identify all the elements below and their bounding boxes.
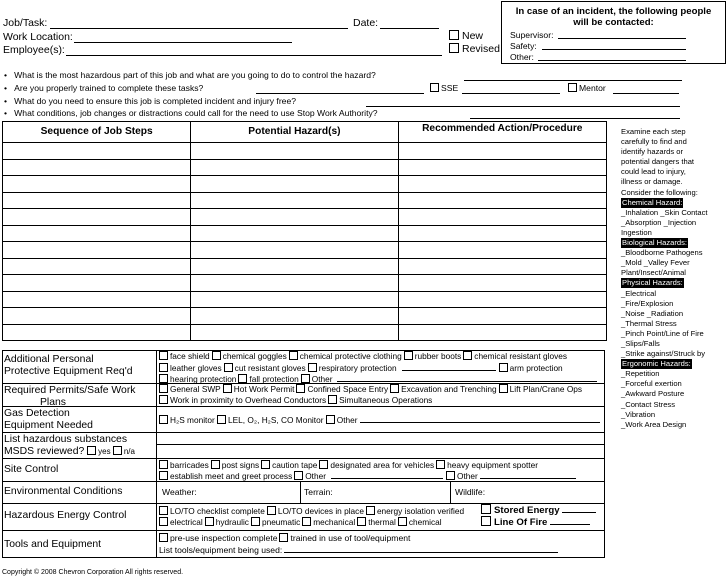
table-row (3, 291, 607, 308)
sse-field[interactable] (462, 93, 560, 94)
question-2: • Are you properly trained to complete these tasks? (4, 83, 204, 93)
permits-label: Required Permits/Safe Work Plans (4, 385, 136, 408)
terrain-field[interactable]: Terrain: (304, 487, 333, 497)
action-cell[interactable] (398, 209, 606, 226)
mentor-field[interactable] (613, 93, 679, 94)
ppe-option-checkbox[interactable]: Other (301, 374, 333, 384)
ppe-option-checkbox[interactable]: rubber boots (404, 351, 462, 361)
step-cell[interactable] (3, 192, 191, 209)
table-row (3, 143, 607, 160)
tools-list-field[interactable] (284, 544, 558, 553)
msds-yes-checkbox[interactable] (87, 446, 96, 455)
step-cell[interactable] (3, 242, 191, 259)
tools-option-checkbox[interactable]: trained in use of tool/equipment (279, 533, 410, 543)
step-cell[interactable] (3, 209, 191, 226)
tools-label: Tools and Equipment (4, 539, 102, 550)
revised-checkbox[interactable] (449, 43, 500, 55)
site-option-checkbox[interactable]: Other (294, 471, 326, 481)
site-option-checkbox[interactable]: barricades (159, 460, 209, 470)
new-label: New (462, 30, 484, 42)
hazard-guidance (621, 127, 708, 430)
physical-hazard-item: _Slips/Falls (621, 338, 660, 348)
question-3-field[interactable] (366, 106, 680, 107)
step-cell[interactable] (3, 308, 191, 325)
action-cell[interactable] (398, 275, 606, 292)
permits-options-1 (159, 384, 584, 395)
date-label: Date: (353, 17, 379, 29)
hazard-cell[interactable] (191, 242, 398, 259)
revised-label: Revised (462, 43, 500, 55)
table-row (3, 258, 607, 275)
question-2-field[interactable] (256, 93, 424, 94)
table-row (3, 275, 607, 292)
ppe-option-checkbox[interactable]: chemical goggles (212, 351, 287, 361)
permit-option-checkbox[interactable]: Hot Work Permit (223, 384, 295, 394)
other-contact-field[interactable] (538, 60, 686, 61)
hazard-cell[interactable] (191, 176, 398, 193)
step-cell[interactable] (3, 324, 191, 341)
tools-options (159, 533, 412, 544)
permit-option-checkbox[interactable]: Work in proximity to Overhead Conductors (159, 395, 326, 405)
table-row (3, 308, 607, 325)
step-cell[interactable] (3, 225, 191, 242)
action-cell[interactable] (398, 159, 606, 176)
action-cell[interactable] (398, 225, 606, 242)
action-cell[interactable] (398, 291, 606, 308)
action-cell[interactable] (398, 143, 606, 160)
col-header-hazards: Potential Hazard(s) (191, 122, 398, 143)
permit-option-checkbox[interactable]: Simultaneous Operations (328, 395, 432, 405)
ergonomic-hazard-title: Ergonomic Hazards: (622, 359, 691, 369)
ergonomic-hazard-item: _Awkward Posture (621, 389, 685, 399)
action-cell[interactable] (398, 176, 606, 193)
hazard-cell[interactable] (191, 324, 398, 341)
step-cell[interactable] (3, 159, 191, 176)
job-task-field[interactable] (50, 28, 348, 29)
step-cell[interactable] (3, 143, 191, 160)
hazard-cell[interactable] (191, 225, 398, 242)
permits-options-2 (159, 395, 434, 406)
guidance-text: could lead to injury, (621, 167, 686, 177)
ppe-options-3 (159, 373, 597, 385)
hazard-cell[interactable] (191, 275, 398, 292)
tools-option-checkbox[interactable]: pre-use inspection complete (159, 533, 277, 543)
col-header-steps: Sequence of Job Steps (3, 122, 191, 143)
physical-hazard-item: _Pinch Point/Line of Fire (621, 328, 704, 338)
table-row (3, 192, 607, 209)
chemical-hazard-item: _Inhalation _Skin Contact (621, 207, 708, 217)
energy-option-checkbox[interactable]: thermal (357, 517, 396, 527)
guidance-text: carefully to find and (621, 137, 687, 147)
table-row (3, 176, 607, 193)
col-header-action: Recommended Action/Procedure (398, 122, 606, 143)
employees-label: Employee(s): (3, 44, 65, 56)
gas-options (159, 414, 600, 426)
hazard-cell[interactable] (191, 258, 398, 275)
msds-na-checkbox[interactable] (113, 446, 122, 455)
ppe-option-checkbox[interactable]: fall protection (238, 374, 298, 384)
physical-hazard-item: _Noise _Radiation (621, 308, 684, 318)
table-row (3, 242, 607, 259)
hazard-cell[interactable] (191, 192, 398, 209)
table-row (3, 209, 607, 226)
permit-option-checkbox[interactable]: Confined Space Entry (296, 384, 388, 394)
physical-hazard-item: _Fire/Explosion (621, 298, 674, 308)
permit-option-checkbox[interactable]: Lift Plan/Crane Ops (499, 384, 582, 394)
site-option-checkbox[interactable]: designated area for vehicles (319, 460, 434, 470)
hazard-cell[interactable] (191, 308, 398, 325)
table-row (3, 225, 607, 242)
work-location-label: Work Location: (3, 31, 73, 43)
guidance-text: Consider the following: (621, 187, 698, 197)
energy-option-checkbox[interactable]: LO/TO devices in place (267, 506, 364, 516)
supervisor-label: Supervisor: (510, 30, 554, 40)
biological-hazard-title: Biological Hazards: (622, 238, 687, 248)
energy-control-label: Hazardous Energy Control (4, 510, 127, 521)
incident-contact-box (501, 1, 726, 64)
action-cell[interactable] (398, 242, 606, 259)
biological-hazard-item: _Bloodborne Pathogens (621, 248, 703, 258)
safety-label: Safety: (510, 41, 537, 51)
line-of-fire-checkbox[interactable]: Line Of Fire (481, 516, 590, 528)
action-cell[interactable] (398, 308, 606, 325)
site-option-checkbox[interactable]: heavy equipment spotter (436, 460, 538, 470)
tools-list: List tools/equipment being used: (159, 544, 558, 556)
question-4: • What conditions, job changes or distractions could call for the need to use Stop Work Authority? (4, 108, 378, 118)
site-option-checkbox[interactable]: establish meet and greet process (159, 471, 292, 481)
permit-option-checkbox[interactable]: General SWP (159, 384, 221, 394)
ppe-option-checkbox[interactable]: cut resistant gloves (224, 363, 306, 373)
guidance-text: potential dangers that (621, 157, 695, 167)
h2s-checkbox[interactable]: H₂S monitor (159, 415, 215, 425)
stored-energy-checkbox[interactable]: Stored Energy (481, 504, 596, 516)
sse-checkbox[interactable] (430, 83, 458, 93)
date-field[interactable] (380, 28, 439, 29)
physical-hazard-title: Physical Hazards: (622, 278, 683, 288)
step-cell[interactable] (3, 176, 191, 193)
ergonomic-hazard-item: _Vibration (621, 409, 656, 419)
hazard-cell[interactable] (191, 291, 398, 308)
biological-hazard-item: _Mold _Valley Fever (621, 258, 690, 268)
energy-option-checkbox[interactable]: hydraulic (205, 517, 249, 527)
energy-option-checkbox[interactable]: mechanical (302, 517, 355, 527)
site-options-2: establish meet and greet process Other Other (159, 470, 576, 482)
ppe-label: Additional Personal Protective Equipment Req'd (4, 354, 133, 377)
employees-field[interactable] (66, 55, 442, 56)
guidance-text: identify hazards or (621, 147, 684, 157)
biological-hazard-item: Plant/Insect/Animal (621, 268, 686, 278)
wildlife-field[interactable]: Wildlife: (455, 487, 486, 497)
chemical-hazard-title: Chemical Hazard: (622, 197, 683, 207)
lel-checkbox[interactable]: LEL, O₂, H₂S, CO Monitor (217, 415, 323, 425)
question-3: • What do you need to ensure this job is completed incident and injury free? (4, 96, 297, 106)
site-options-1 (159, 460, 540, 471)
job-steps-table (2, 121, 607, 341)
sse-label: SSE (441, 83, 459, 93)
copyright: Copyright © 2008 Chevron Corporation All rights reserved. (2, 569, 184, 576)
action-cell[interactable] (398, 324, 606, 341)
physical-hazard-item: _Thermal Stress (621, 318, 677, 328)
ppe-option-checkbox[interactable]: leather gloves (159, 363, 222, 373)
question-1-field[interactable] (464, 80, 682, 81)
energy-options-1 (159, 506, 466, 517)
action-cell[interactable] (398, 192, 606, 209)
guidance-text: Examine each step (621, 127, 686, 136)
supervisor-field[interactable] (558, 38, 686, 39)
energy-option-checkbox[interactable]: energy isolation verified (366, 506, 464, 516)
guidance-text: illness or damage. (621, 177, 683, 187)
mentor-label: Mentor (579, 83, 606, 93)
step-cell[interactable] (3, 258, 191, 275)
job-task-label: Job/Task: (3, 17, 48, 29)
incident-title-1: In case of an incident, the following people (515, 6, 712, 17)
ergonomic-hazard-item: _Contact Stress (621, 399, 676, 409)
environmental-label: Environmental Conditions (4, 486, 123, 497)
hazard-cell[interactable] (191, 143, 398, 160)
action-cell[interactable] (398, 258, 606, 275)
question-1: • What is the most hazardous part of this job and what are you going to do to control the hazard? (4, 70, 376, 80)
msds-label: List hazardous substances MSDS reviewed? yes n/a (4, 434, 135, 457)
new-checkbox[interactable] (449, 30, 483, 42)
mentor-checkbox[interactable] (568, 83, 606, 93)
work-location-field[interactable] (74, 42, 292, 43)
arm-protection-label: arm protection (509, 363, 563, 373)
hazard-cell[interactable] (191, 159, 398, 176)
ppe-option-checkbox[interactable]: chemical resistant gloves (463, 351, 567, 361)
chemical-hazard-item: _Absorption _Injection (621, 217, 697, 227)
ppe-option-checkbox[interactable]: respiratory protection (308, 363, 397, 373)
physical-hazard-item: _Electrical (621, 288, 657, 298)
step-cell[interactable] (3, 291, 191, 308)
step-cell[interactable] (3, 275, 191, 292)
incident-title-2: will be contacted: (573, 17, 654, 28)
ergonomic-hazard-item: _Repetition (621, 369, 660, 379)
physical-hazard-item: _Strike against/Struck by (621, 349, 705, 359)
hazard-cell[interactable] (191, 209, 398, 226)
ppe-option-checkbox[interactable]: face shield (159, 351, 210, 361)
table-row (3, 324, 607, 341)
gas-detection-label: Gas Detection Equipment Needed (4, 408, 93, 431)
ppe-options-1 (159, 351, 569, 362)
gas-other-checkbox[interactable]: Other (326, 415, 358, 425)
site-control-label: Site Control (4, 464, 59, 475)
ppe-options-2 (159, 362, 563, 374)
chemical-hazard-item: Ingestion (621, 227, 652, 237)
ergonomic-hazard-item: _Work Area Design (621, 419, 687, 429)
permit-option-checkbox[interactable]: Excavation and Trenching (390, 384, 496, 394)
question-4-field[interactable] (470, 118, 680, 119)
energy-option-checkbox[interactable]: chemical (398, 517, 442, 527)
safety-field[interactable] (542, 49, 686, 50)
other-contact-label: Other: (510, 52, 534, 62)
ppe-option-checkbox[interactable]: hearing protection (159, 374, 236, 384)
weather-field[interactable]: Weather: (162, 487, 197, 497)
energy-options-2 (159, 517, 444, 528)
ppe-option-checkbox[interactable]: chemical protective clothing (289, 351, 402, 361)
energy-option-checkbox[interactable]: pneumatic (251, 517, 300, 527)
site-option-checkbox[interactable]: caution tape (261, 460, 317, 470)
ergonomic-hazard-item: _Forceful exertion (621, 379, 682, 389)
energy-option-checkbox[interactable]: LO/TO checklist complete (159, 506, 265, 516)
site-option-checkbox[interactable]: post signs (211, 460, 259, 470)
table-row (3, 159, 607, 176)
energy-option-checkbox[interactable]: electrical (159, 517, 203, 527)
